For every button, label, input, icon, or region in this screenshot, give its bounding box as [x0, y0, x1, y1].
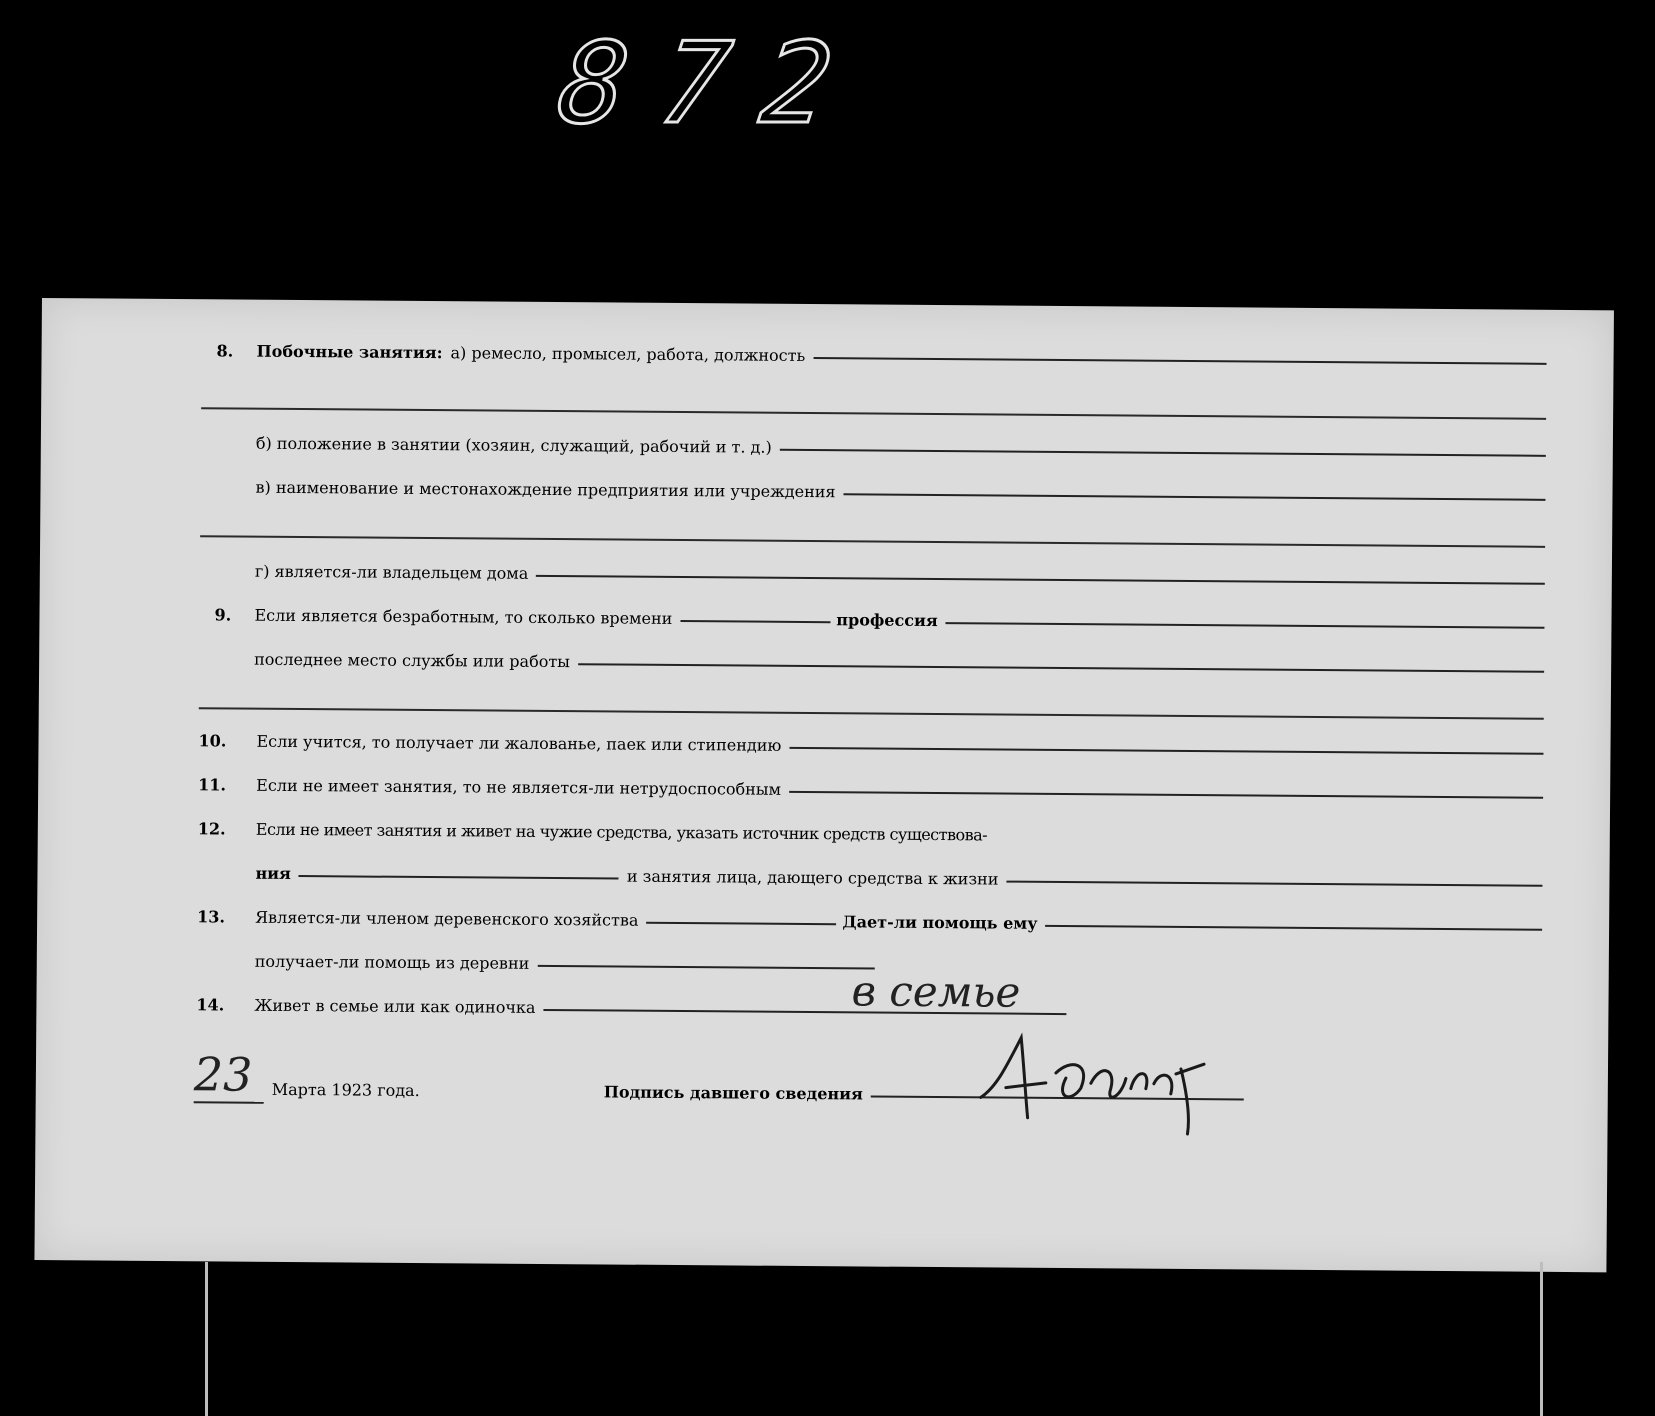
- q9-label-a: Если является безработным, то сколько времени: [254, 605, 673, 628]
- q14-number: 14.: [196, 995, 225, 1015]
- q12-row-2: [255, 864, 1542, 893]
- q8-a-extra-line[interactable]: [201, 407, 1546, 420]
- q11-field[interactable]: [789, 791, 1543, 799]
- q9-profession-field[interactable]: [946, 622, 1545, 629]
- q11-number: 11.: [198, 775, 227, 795]
- q9-row-1: [214, 605, 1544, 634]
- q10-label: Если учится, то получает ли жалованье, паек или стипендию: [256, 731, 782, 755]
- q11-label: Если не имеет занятия, то не является-ли нетрудоспособным: [256, 775, 782, 799]
- q8-b-label: б) положение в занятии (хозяин, служащий, рабочий и т. д.): [255, 433, 772, 457]
- q9-extra-line[interactable]: [199, 707, 1544, 720]
- q13-number: 13.: [197, 907, 226, 927]
- film-strip-left-edge: [205, 1262, 208, 1416]
- q13-row-1: [197, 907, 1542, 937]
- q13-label-2: получает-ли помощь из деревни: [254, 951, 530, 973]
- q9-duration-field[interactable]: [680, 620, 830, 623]
- q12-label-2b: и занятия лица, дающего средства к жизни: [626, 866, 999, 889]
- q8-v-label: в) наименование и местонахождение предприятия или учреждения: [255, 477, 836, 502]
- footer-date-text: Марта 1923 года.: [271, 1079, 420, 1100]
- q10-number: 10.: [198, 731, 227, 751]
- q10-field[interactable]: [789, 747, 1543, 755]
- q12-label-2a: ния: [255, 863, 291, 883]
- q13-row-2: [255, 952, 875, 976]
- q9-label-2: последнее место службы или работы: [254, 649, 571, 672]
- q8-v-field[interactable]: [844, 493, 1546, 501]
- q13-label-a: Является-ли членом деревенского хозяйства: [255, 907, 639, 930]
- q8-v-extra-line[interactable]: [200, 535, 1545, 548]
- q12-occupation-field[interactable]: [1006, 881, 1542, 887]
- footer-date-row: [272, 1080, 420, 1100]
- q13-receives-field[interactable]: [537, 965, 874, 970]
- q12-number: 12.: [197, 819, 226, 839]
- q8-row-b: [256, 434, 1546, 463]
- q8-g-field[interactable]: [536, 575, 1545, 585]
- q10-row: [198, 731, 1543, 761]
- q9-number: 9.: [214, 605, 232, 625]
- q14-handwritten-answer: в семье: [851, 966, 1021, 1017]
- film-strip-right-edge: [1540, 1262, 1543, 1416]
- q14-label: Живет в семье или как одиночка: [254, 995, 536, 1017]
- q12-row-1: [198, 819, 1543, 849]
- q8-title: Побочные занятия:: [256, 341, 443, 363]
- q8-a-label: а) ремесло, промысел, работа, должность: [450, 343, 806, 365]
- q11-row: [198, 775, 1543, 805]
- q9-row-2: [254, 650, 1544, 679]
- footer-signature-label: Подпись давшего сведения: [603, 1082, 863, 1104]
- q13-help-field[interactable]: [1045, 925, 1542, 931]
- q13-member-field[interactable]: [646, 922, 836, 925]
- q9-label-b: профессия: [836, 610, 938, 631]
- q9-last-job-field[interactable]: [578, 663, 1544, 673]
- q13-label-b: Дает-ли помощь ему: [842, 912, 1038, 933]
- q8-row-a: [217, 341, 1547, 370]
- q8-g-label: г) является-ли владельцем дома: [254, 561, 529, 583]
- handwritten-signature: [975, 1027, 1216, 1139]
- q8-a-field[interactable]: [813, 357, 1546, 365]
- footer-day: 23: [194, 1047, 264, 1104]
- q8-number: 8.: [216, 341, 234, 361]
- q8-row-g: [255, 562, 1545, 591]
- q8-b-field[interactable]: [780, 449, 1546, 457]
- q12-label-1: Если не имеет занятия и живет на чужие средства, указать источник средств существова-: [255, 819, 988, 845]
- questionnaire-card: [34, 298, 1614, 1272]
- q8-row-v: [255, 478, 1545, 507]
- frame-number: 872: [550, 19, 874, 149]
- q12-source-field[interactable]: [299, 875, 619, 880]
